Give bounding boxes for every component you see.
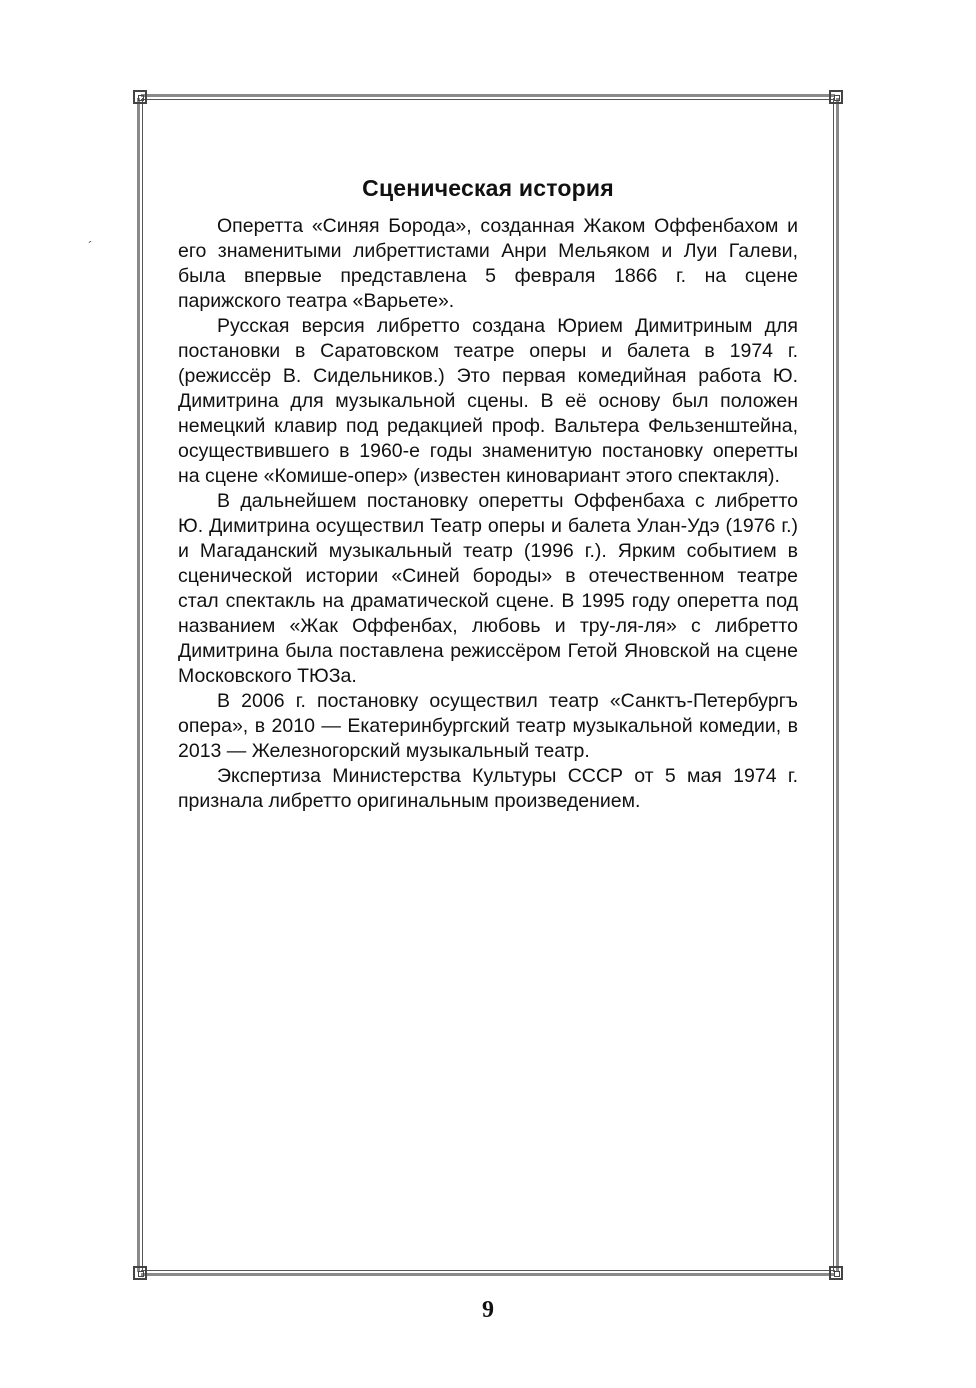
frame-corner-ornament (133, 1266, 147, 1280)
margin-mark: ´ (88, 238, 93, 254)
paragraph: Экспертиза Министерства Культуры СССР от 5 мая 1974 г. признала либретто оригинальным произведением. (178, 765, 798, 812)
paragraph: В дальнейшем постановку оперетты Оффенбаха с либретто Ю. Димитрина осуществил Театр оперы и балета Улан-Удэ (1976 г.) и Магаданский музыкальный театр (1996 г.). Ярким событием в сценической истории «Синей бороды» в отечественном театре стал спектакль на драматической сцене. В 1995 году оперетта под названием «Жак Оффенбах, любовь и тру-ля-ля» с либретто Димитрина была поставлена режиссёром Гетой Яновской на сцене Московского ТЮЗа. (178, 490, 798, 687)
paragraph: В 2006 г. постановку осуществил театр «Санктъ-Петербургъ опера», в 2010 — Екатеринбургский театр музыкальной комедии, в 2013 — Железногорский музыкальный театр. (178, 690, 798, 762)
paragraph: Русская версия либретто создана Юрием Димитриным для постановки в Саратовском театре оперы и балета в 1974 г. (режиссёр В. Сидельников.) Это первая комедийная работа Ю. Димитрина для музыкальной сцены. В её основу был положен немецкий клавир под редакцией проф. Вальтера Фельзенштейна, осуществившего в 1960-е годы знаменитую постановку оперетты на сцене «Комише-опер» (известен киновариант этого спектакля). (178, 315, 798, 487)
section-title: Сценическая история (362, 175, 614, 201)
page-content (178, 175, 798, 814)
frame-corner-ornament (829, 1266, 843, 1280)
frame-corner-ornament (133, 90, 147, 104)
page-number: 9 (482, 1297, 494, 1323)
frame-corner-ornament (829, 90, 843, 104)
paragraph: Оперетта «Синяя Борода», созданная Жаком Оффенбахом и его знаменитыми либреттистами Анри Мельяком и Луи Галеви, была впервые представлена 5 февраля 1866 г. на сцене парижского театра «Варьете». (178, 215, 798, 312)
